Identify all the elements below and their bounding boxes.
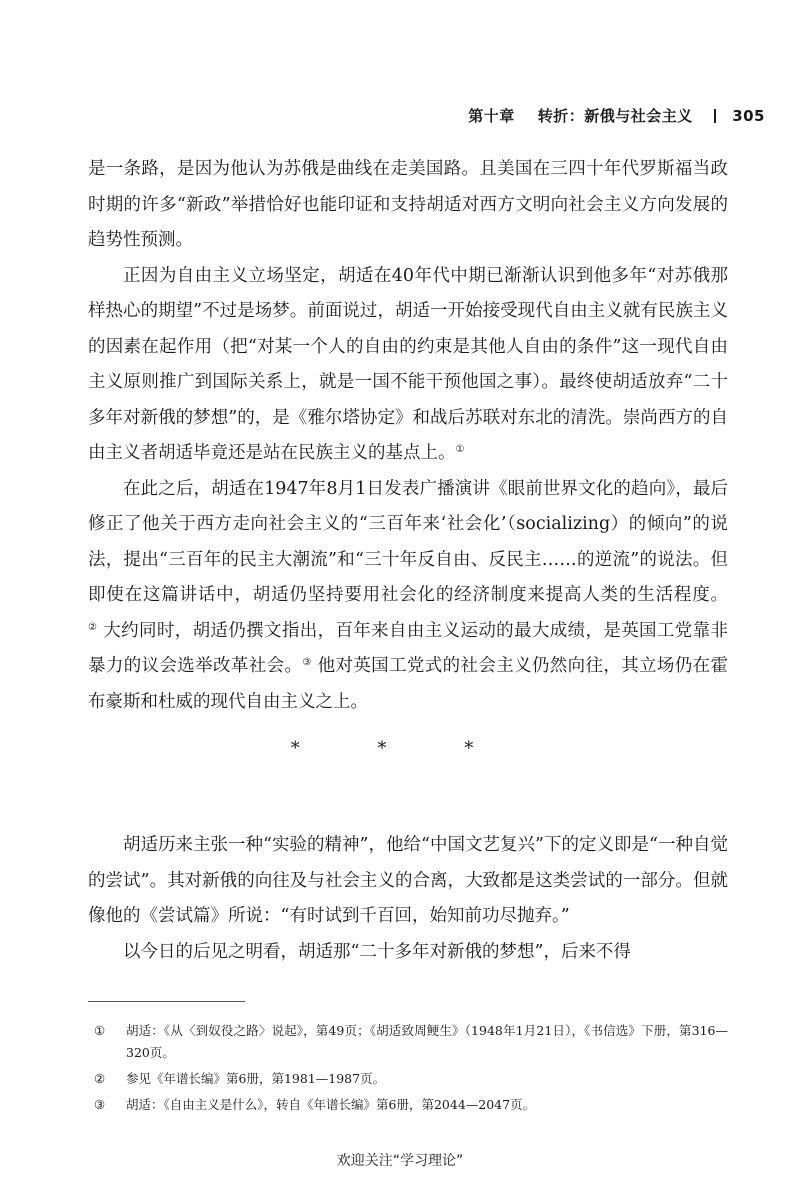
bottom-note: 欢迎关注“学习理论” xyxy=(336,1153,464,1169)
footnote-item xyxy=(88,1094,728,1116)
running-head xyxy=(0,105,765,126)
section-separator: * * * xyxy=(290,738,510,759)
footnote-rule xyxy=(88,1001,245,1002)
footnote-ref[interactable]: ② xyxy=(88,621,98,633)
footnote-text: 胡适：《自由主义是什么》，转自《年谱长编》第6册，第2044—2047页。 xyxy=(126,1097,536,1112)
paragraph: 正因为自由主义立场坚定，胡适在40年代中期已渐渐认识到他多年“对苏俄那样热心的期望”不过是场梦。前面说过，胡适一开始接受现代自由主义就有民族主义的因素在起作用（把“对某一个人的自由的约束是其他人自由的条件”这一现代自由主义原则推广到国际关系上，就是一国不能干预他国之事）。最终使胡适放弃“二十多年对新俄的梦想”的，是《雅尔塔协定》和战后苏联对东北的清洗。崇尚西方的自由主义者胡适毕竟还是站在民族主义的基点上。① xyxy=(88,265,728,463)
main-text xyxy=(88,152,728,720)
footnote-text: 胡适：《从〈到奴役之路〉说起》，第49页；《胡适致周鲠生》（1948年1月21日），《书信选》下册，第316—320页。 xyxy=(126,1023,728,1060)
chapter-title: 转折：新俄与社会主义 xyxy=(537,107,693,125)
footnote-ref[interactable]: ① xyxy=(455,444,465,455)
main-text-continued xyxy=(88,828,728,970)
footnote-number: ② xyxy=(94,1071,106,1086)
paragraph: 是一条路，是因为他认为苏俄是曲线在走美国路。且美国在三四十年代罗斯福当政时期的许多“新政”举措恰好也能印证和支持胡适对西方文明向社会主义方向发展的趋势性预测。 xyxy=(88,159,728,250)
footnotes xyxy=(88,1020,728,1120)
footnote-item xyxy=(88,1020,728,1064)
footnote-text: 参见《年谱长编》第6册，第1981—1987页。 xyxy=(126,1071,386,1086)
chapter-label: 第十章 xyxy=(468,107,515,125)
footnote-number: ③ xyxy=(94,1097,106,1112)
page-number: 305 xyxy=(732,107,765,125)
paragraph: 在此之后，胡适在1947年8月1日发表广播演讲《眼前世界文化的趋向》，最后修正了他关于西方走向社会主义的“三百年来‘社会化’（socializing）的倾向”的说法，提出“三百年的民主大潮流”和“三十年反自由、反民主……的逆流”的说法。但即使在这篇讲话中，胡适仍坚持要用社会化的经济制度来提高人类的生活程度。② 大约同时，胡适仍撰文指出，百年来自由主义运动的最大成绩，是英国工党靠非暴力的议会选举改革社会。③ 他对英国工党式的社会主义仍然向往，其立场仍在霍布豪斯和杜威的现代自由主义之上。 xyxy=(88,478,729,712)
footnote-item xyxy=(88,1068,728,1090)
paragraph: 以今日的后见之明看，胡适那“二十多年对新俄的梦想”，后来不得 xyxy=(123,941,631,962)
footnote-ref[interactable]: ③ xyxy=(302,657,312,668)
header-divider xyxy=(714,109,716,123)
paragraph: 胡适历来主张一种“实验的精神”，他给“中国文艺复兴”下的定义即是“一种自觉的尝试”。其对新俄的向往及与社会主义的合离，大致都是这类尝试的一部分。但就像他的《尝试篇》所说：“有时试到千百回，始知前功尽抛弃。” xyxy=(88,835,728,926)
footnote-number: ① xyxy=(94,1023,106,1038)
